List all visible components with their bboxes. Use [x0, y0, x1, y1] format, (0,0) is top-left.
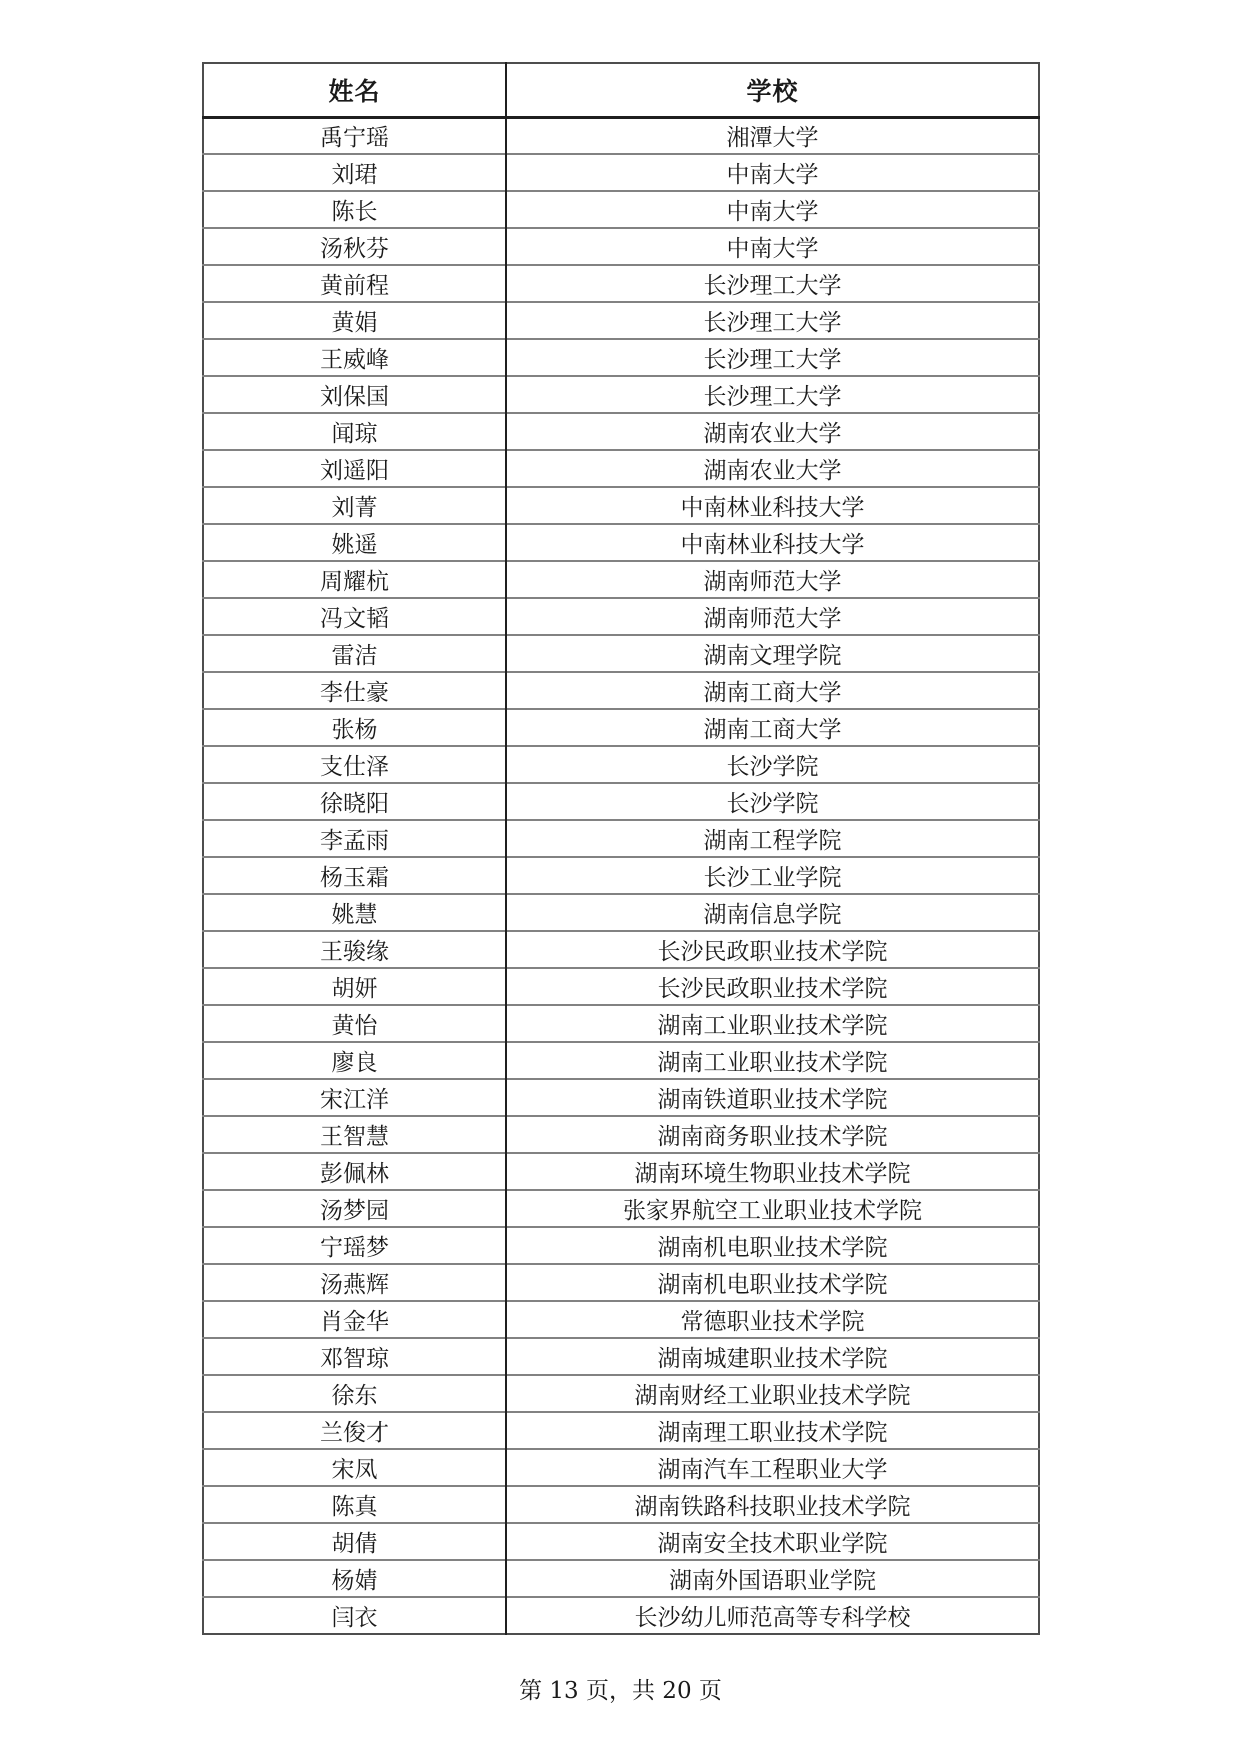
- school-cell: 湖南工业职业技术学院: [506, 1042, 1039, 1079]
- name-cell: 冯文韬: [203, 598, 506, 635]
- school-cell: 中南大学: [506, 154, 1039, 191]
- table-row: [203, 191, 1039, 228]
- name-cell: 胡妍: [203, 968, 506, 1005]
- school-cell: 长沙理工大学: [506, 265, 1039, 302]
- school-cell: 湘潭大学: [726, 125, 819, 152]
- school-cell: 湖南铁路科技职业技术学院: [506, 1486, 1039, 1523]
- school-cell: 湖南商务职业技术学院: [506, 1116, 1039, 1153]
- name-cell: 黄前程: [203, 265, 506, 302]
- school-cell: 长沙理工大学: [506, 302, 1039, 339]
- table-row: [203, 228, 1039, 265]
- table-row: [203, 1153, 1039, 1190]
- name-cell: 刘保国: [203, 376, 506, 413]
- table-row: [203, 1486, 1039, 1523]
- name-cell: 周耀杭: [203, 561, 506, 598]
- school-cell: 湖南工程学院: [506, 820, 1039, 857]
- table-row: [203, 1042, 1039, 1079]
- name-cell: 宋凤: [203, 1449, 506, 1486]
- table-row: [203, 450, 1039, 487]
- table-row: [203, 154, 1039, 191]
- school-cell: 中南林业科技大学: [506, 487, 1039, 524]
- name-cell: 杨玉霜: [203, 857, 506, 894]
- school-cell: 中南林业科技大学: [506, 524, 1039, 561]
- name-cell: 肖金华: [203, 1301, 506, 1338]
- table-row: [203, 1560, 1039, 1597]
- name-cell: 黄怡: [203, 1005, 506, 1042]
- name-cell: 王骏缘: [203, 931, 506, 968]
- name-cell: 汤秋芬: [203, 228, 506, 265]
- page-number-footer: 第 13 页，共 20 页: [519, 1678, 722, 1704]
- school-cell: 湖南农业大学: [506, 413, 1039, 450]
- table-row: [203, 265, 1039, 302]
- table-row: [203, 931, 1039, 968]
- table-row: [203, 1338, 1039, 1375]
- table-row: [203, 1079, 1039, 1116]
- table-row: [203, 117, 1039, 154]
- table-row: [203, 1412, 1039, 1449]
- school-cell: 中南大学: [506, 191, 1039, 228]
- table-row: [203, 1597, 1039, 1634]
- table-row: [203, 894, 1039, 931]
- name-cell: 陈长: [203, 191, 506, 228]
- table-row: [203, 339, 1039, 376]
- table-row: [203, 561, 1039, 598]
- table-row: [203, 1227, 1039, 1264]
- school-cell: 张家界航空工业职业技术学院: [506, 1190, 1039, 1227]
- name-cell: 姚遥: [203, 524, 506, 561]
- school-cell: 湖南工业职业技术学院: [506, 1005, 1039, 1042]
- name-cell: 王智慧: [203, 1116, 506, 1153]
- roster-table: [202, 62, 1040, 1635]
- school-cell: 长沙民政职业技术学院: [506, 968, 1039, 1005]
- school-cell: 长沙理工大学: [506, 339, 1039, 376]
- school-cell: 湖南工商大学: [506, 672, 1039, 709]
- name-cell: 徐晓阳: [203, 783, 506, 820]
- table-row: [203, 1523, 1039, 1560]
- name-cell: 王威峰: [203, 339, 506, 376]
- table-row: [203, 1005, 1039, 1042]
- table-row: [203, 1301, 1039, 1338]
- school-cell: 湖南信息学院: [506, 894, 1039, 931]
- name-cell: 邓智琼: [203, 1338, 506, 1375]
- school-cell: 长沙学院: [506, 783, 1039, 820]
- roster-table-body: [203, 117, 1039, 1634]
- name-cell: 刘珺: [203, 154, 506, 191]
- name-cell: 李孟雨: [203, 820, 506, 857]
- name-cell: 闫衣: [203, 1597, 506, 1634]
- name-cell: 汤燕辉: [203, 1264, 506, 1301]
- school-cell: 湖南城建职业技术学院: [506, 1338, 1039, 1375]
- name-cell: 刘菁: [203, 487, 506, 524]
- name-cell: 支仕泽: [203, 746, 506, 783]
- table-row: [203, 746, 1039, 783]
- school-cell: 长沙幼儿师范高等专科学校: [506, 1597, 1039, 1634]
- table-row: [203, 1116, 1039, 1153]
- table-row: [203, 1264, 1039, 1301]
- school-cell: 长沙工业学院: [506, 857, 1039, 894]
- school-cell: 湖南汽车工程职业大学: [506, 1449, 1039, 1486]
- table-row: [203, 1375, 1039, 1412]
- table-row: [203, 598, 1039, 635]
- table-row: [203, 820, 1039, 857]
- table-row: [203, 968, 1039, 1005]
- name-cell: 闻琼: [203, 413, 506, 450]
- name-cell: 张杨: [203, 709, 506, 746]
- name-cell: 胡倩: [203, 1523, 506, 1560]
- table-row: [203, 1190, 1039, 1227]
- school-cell: 湖南环境生物职业技术学院: [506, 1153, 1039, 1190]
- school-cell: 湖南理工职业技术学院: [506, 1412, 1039, 1449]
- name-cell: 徐东: [203, 1375, 506, 1412]
- table-row: [203, 524, 1039, 561]
- table-row: [203, 709, 1039, 746]
- name-cell: 禹宁瑶: [203, 117, 506, 154]
- table-row: [203, 376, 1039, 413]
- school-cell: 湖南文理学院: [506, 635, 1039, 672]
- table-row: [203, 1449, 1039, 1486]
- table-row: [203, 783, 1039, 820]
- school-cell: 湖南农业大学: [506, 450, 1039, 487]
- name-cell: 刘遥阳: [203, 450, 506, 487]
- name-cell: 雷洁: [203, 635, 506, 672]
- name-cell: 杨婧: [203, 1560, 506, 1597]
- roster-table-header: [203, 63, 1039, 117]
- school-cell: 中南大学: [506, 228, 1039, 265]
- name-cell: 陈真: [203, 1486, 506, 1523]
- school-cell: 湖南机电职业技术学院: [506, 1227, 1039, 1264]
- school-cell: 长沙理工大学: [506, 376, 1039, 413]
- school-cell: 湖南财经工业职业技术学院: [506, 1375, 1039, 1412]
- name-cell: 汤梦园: [203, 1190, 506, 1227]
- school-column-header: 学校: [506, 63, 1039, 117]
- name-cell: 黄娟: [203, 302, 506, 339]
- table-row: [203, 487, 1039, 524]
- name-cell: 兰俊才: [203, 1412, 506, 1449]
- school-cell: 湖南师范大学: [506, 598, 1039, 635]
- school-cell: 湖南外国语职业学院: [506, 1560, 1039, 1597]
- name-cell: 廖良: [203, 1042, 506, 1079]
- school-cell: 湖南铁道职业技术学院: [506, 1079, 1039, 1116]
- name-cell: 宁瑶梦: [203, 1227, 506, 1264]
- school-cell: 常德职业技术学院: [506, 1301, 1039, 1338]
- table-row: [203, 857, 1039, 894]
- school-cell: 湖南机电职业技术学院: [506, 1264, 1039, 1301]
- name-cell: 姚慧: [203, 894, 506, 931]
- school-cell: 湖南安全技术职业学院: [506, 1523, 1039, 1560]
- table-row: [203, 413, 1039, 450]
- table-row: [203, 635, 1039, 672]
- name-cell: 彭佩林: [203, 1153, 506, 1190]
- name-cell: 李仕豪: [203, 672, 506, 709]
- school-cell: 长沙民政职业技术学院: [506, 931, 1039, 968]
- school-cell: 湖南工商大学: [506, 709, 1039, 746]
- table-row: [203, 302, 1039, 339]
- name-column-header: 姓名: [203, 63, 506, 117]
- table-row: [203, 672, 1039, 709]
- school-cell: 湖南师范大学: [506, 561, 1039, 598]
- school-cell: 长沙学院: [506, 746, 1039, 783]
- header-row: [203, 63, 1039, 117]
- name-cell: 宋江洋: [203, 1079, 506, 1116]
